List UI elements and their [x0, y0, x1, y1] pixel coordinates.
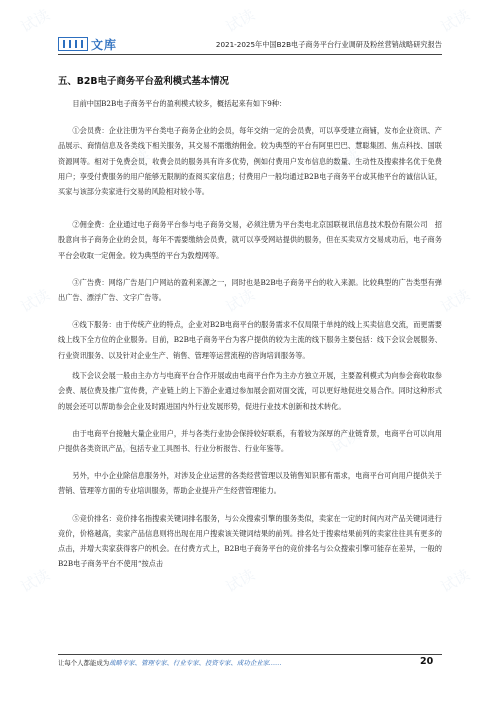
section-title: 五、B2B电子商务平台盈利模式基本情况 [58, 76, 229, 87]
footer-divider [58, 654, 442, 655]
paragraph-training: 另外，中小企业除信息服务外，对涉及企业运营的各类经营管理以及销售知识都有需求，电商平台可向用户提供关于营销、管理等方面的专业培训服务，帮助企业提升产生经营管理能力。 [58, 471, 442, 496]
body-content [58, 96, 442, 577]
watermark: 试读 [327, 425, 363, 457]
watermark: 试读 [222, 565, 258, 597]
paragraph-advertising: ③广告费：网络广告是门户网站的盈利来源之一，同时也是B2B电子商务平台的收入来源。比较典型的广告类型有弹出广告、漂浮广告、文字广告等。 [58, 277, 442, 303]
watermark: 试读 [437, 565, 473, 597]
watermark: 试读 [17, 5, 53, 37]
paragraph-commission: ②佣金费：企业通过电子商务平台参与电子商务交易，必须注册为平台类电北京国联视讯信息技术股份有限公司 招股意向书子商务企业的会员，每年不需要缴纳会员费，就可以享受网站提供的服务，但在买卖双方交易成功后，电子商务平台会收取一定佣金。较为典型的平台为敦煌网等。 [58, 220, 442, 260]
paragraph-intro: 目前中国B2B电子商务平台的盈利模式较多，概括起来有如下9种： [72, 99, 287, 108]
watermark: 试读 [117, 425, 153, 457]
paragraph-information-products: 由于电商平台接触大量企业用户，并与各类行业协会保持较好联系，有着较为深厚的产业链背景，电商平台可以向用户提供各类资讯产品，包括专业工具图书、行业分析报告、行业年鉴等。 [58, 428, 442, 453]
watermark: 试读 [17, 285, 53, 317]
logo [58, 36, 117, 52]
watermark: 试读 [437, 285, 473, 317]
watermark: 试读 [327, 145, 363, 177]
watermark: 试读 [222, 285, 258, 317]
watermark: 试读 [117, 145, 153, 177]
page-header [58, 34, 442, 55]
footer-slogan [58, 658, 282, 667]
paragraph-membership-fee: ①会员费：企业注册为平台类电子商务企业的会员，每年交纳一定的会员费，可以享受建立商铺，发布企业资讯、产品展示、商情信息及各类线下相关服务，其交易不需缴纳佣金。较为典型的平台有阿里巴巴、慧聪集团、焦点科技、国联资源网等。相对于免费会员，收费会员的服务具有许多优势，例如付费用户发布信息的数量、生动性及搜索排名优于免费用户；享受付费服务的用户能够无限制的查阅买家信息；付费用户一般均通过B2B电子商务平台或其他平台的诚信认证，买家与该部分卖家进行交易的风险相对较小等。 [58, 126, 442, 197]
slogan-prefix: 让每个人都能成为 [58, 659, 110, 667]
watermark: 试读 [17, 565, 53, 597]
paragraph-bidding-ranking: ⑤竞价排名：竞价排名指搜索关键词排名服务，与公众搜索引擎的服务类似，卖家在一定的时间内对产品关键词进行竞价，价格越高，卖家产品信息则将出现在用户搜索该关键词结果的前列。排名处于搜索结果前列的卖家往往具有更多的点击，并增大卖家获得客户的机会。在付费方式上，B2B电子商务平台的竞价排名与公众搜索引擎可能存在差异，一般的B2B电子商务平台不使用“按点击 [58, 513, 442, 569]
paragraph-offline-services: ④线下服务：由于传统产业的特点，企业对B2B电商平台的服务需求不仅局限于单纯的线上买卖信息交流，而更需要线上线下全方位的企业服务。目前，B2B电子商务平台为客户提供的较为主流的线下服务主要包括：线下会议会展服务、行业资讯服务、以及针对企业生产、销售、管理等运营流程的咨询培训服务等。 [58, 320, 442, 360]
slogan-highlight: 战略专家、管理专家、行业专家、投资专家、成功企业家…… [109, 659, 282, 667]
page-number: 20 [420, 656, 434, 667]
logo-text: 文库 [91, 37, 118, 52]
report-title: 2021-2025年中国B2B电子商务平台行业调研及粉丝营销战略研究报告 [215, 40, 442, 49]
logo-mark-icon [58, 37, 88, 51]
paragraph-offline-exhibitions: 线下会议会展一般由主办方与电商平台合作开展或由电商平台作为主办方独立开展，主要盈利模式为向参会商收取参会费、展位费及推广宣传费，产业链上的上下游企业通过参加展会面对面交流，可以更好地促进交易合作。同时这种形式的展会还可以帮助参会企业及时跟进国内外行业发展形势，促进行业技术创新和技术转化。 [58, 371, 442, 411]
watermark: 试读 [222, 5, 258, 37]
watermark: 试读 [437, 5, 473, 37]
